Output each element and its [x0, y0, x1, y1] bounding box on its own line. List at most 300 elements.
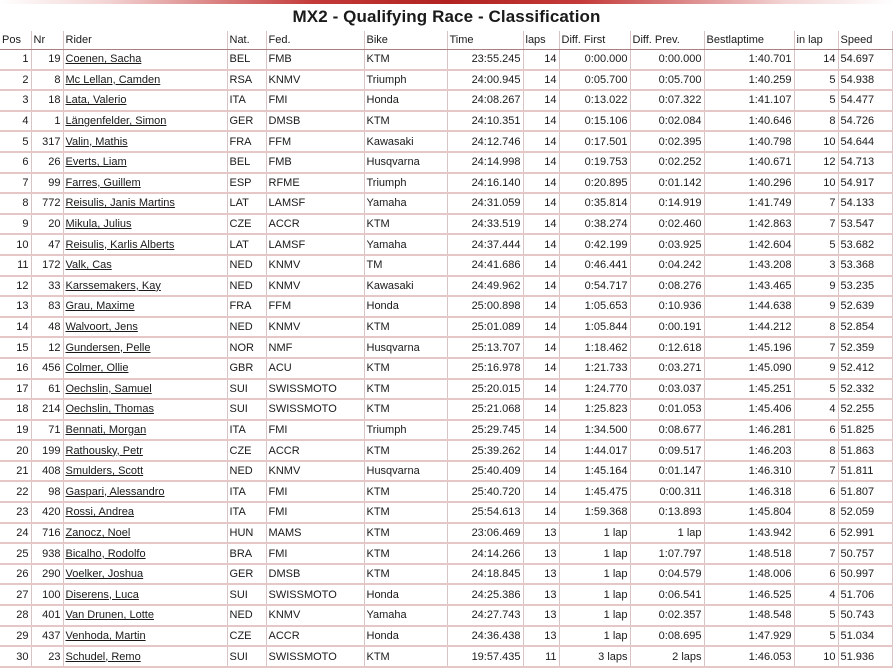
- cell-diff-prev: 0:03.925: [630, 234, 704, 255]
- cell-rider: [63, 50, 227, 70]
- cell-nr: 83: [31, 296, 63, 317]
- cell-laps: 13: [523, 605, 559, 626]
- cell-diff-prev: 0:04.579: [630, 564, 704, 585]
- cell-nr: 1: [31, 111, 63, 132]
- cell-nat: SUI: [227, 646, 266, 667]
- cell-diff-prev: 0:01.053: [630, 399, 704, 420]
- cell-nr: 20: [31, 214, 63, 235]
- cell-in-lap: 10: [794, 646, 838, 667]
- cell-best-lap: 1:45.406: [704, 399, 794, 420]
- cell-time: 25:40.720: [447, 481, 523, 502]
- cell-bike: Honda: [364, 296, 447, 317]
- cell-diff-first: 0:35.814: [559, 193, 630, 214]
- cell-in-lap: 12: [794, 152, 838, 173]
- cell-diff-prev: 0:00.191: [630, 317, 704, 338]
- rider-link[interactable]: Oechslin, Samuel: [65, 382, 152, 395]
- col-header-bike[interactable]: Bike: [364, 31, 447, 50]
- col-header-nr[interactable]: Nr: [31, 31, 63, 50]
- cell-bike: KTM: [364, 358, 447, 379]
- cell-in-lap: 5: [794, 90, 838, 111]
- cell-bike: Triumph: [364, 420, 447, 441]
- classification-table: [0, 31, 893, 668]
- cell-bike: KTM: [364, 440, 447, 461]
- cell-nr: 12: [31, 337, 63, 358]
- cell-diff-prev: 0:02.084: [630, 111, 704, 132]
- table-row: [0, 461, 892, 482]
- cell-best-lap: 1:43.208: [704, 255, 794, 276]
- cell-nr: 8: [31, 70, 63, 91]
- cell-diff-first: 1:21.733: [559, 358, 630, 379]
- cell-time: 24:33.519: [447, 214, 523, 235]
- cell-bike: Kawasaki: [364, 131, 447, 152]
- cell-pos: 25: [0, 543, 31, 564]
- cell-best-lap: 1:40.671: [704, 152, 794, 173]
- cell-bike: KTM: [364, 379, 447, 400]
- cell-diff-first: 1 lap: [559, 523, 630, 544]
- rider-link[interactable]: Colmer, Ollie: [65, 362, 129, 375]
- cell-nr: 420: [31, 502, 63, 523]
- cell-in-lap: 8: [794, 111, 838, 132]
- cell-pos: 17: [0, 379, 31, 400]
- cell-laps: 14: [523, 379, 559, 400]
- cell-pos: 7: [0, 173, 31, 194]
- col-header-diff-prev[interactable]: Diff. Prev.: [630, 31, 704, 50]
- cell-diff-prev: 0:02.395: [630, 131, 704, 152]
- col-header-nat[interactable]: Nat.: [227, 31, 266, 50]
- cell-speed: 52.639: [838, 296, 892, 317]
- cell-diff-first: 0:19.753: [559, 152, 630, 173]
- col-header-fed[interactable]: Fed.: [266, 31, 364, 50]
- rider-link[interactable]: Bicalho, Rodolfo: [65, 547, 146, 560]
- cell-nat: BEL: [227, 50, 266, 70]
- cell-in-lap: 5: [794, 234, 838, 255]
- cell-bike: KTM: [364, 543, 447, 564]
- cell-nat: LAT: [227, 193, 266, 214]
- cell-laps: 14: [523, 90, 559, 111]
- rider-link[interactable]: Coenen, Sacha: [65, 53, 142, 66]
- cell-nat: FRA: [227, 131, 266, 152]
- cell-diff-prev: 0:09.517: [630, 440, 704, 461]
- rider-link[interactable]: Everts, Liam: [65, 156, 127, 169]
- cell-diff-first: 1:25.823: [559, 399, 630, 420]
- cell-time: 24:27.743: [447, 605, 523, 626]
- cell-speed: 52.059: [838, 502, 892, 523]
- cell-time: 25:01.089: [447, 317, 523, 338]
- cell-fed: SWISSMOTO: [266, 584, 364, 605]
- cell-laps: 14: [523, 399, 559, 420]
- table-row: [0, 523, 892, 544]
- cell-in-lap: 7: [794, 543, 838, 564]
- cell-laps: 14: [523, 276, 559, 297]
- table-row: [0, 420, 892, 441]
- cell-rider: [63, 131, 227, 152]
- cell-diff-prev: 0:08.695: [630, 626, 704, 647]
- cell-diff-prev: 0:01.142: [630, 173, 704, 194]
- cell-fed: ACCR: [266, 626, 364, 647]
- cell-time: 23:06.469: [447, 523, 523, 544]
- table-row: [0, 152, 892, 173]
- cell-nat: CZE: [227, 214, 266, 235]
- cell-speed: 53.368: [838, 255, 892, 276]
- cell-nr: 456: [31, 358, 63, 379]
- cell-speed: 52.359: [838, 337, 892, 358]
- table-header-row: [0, 31, 892, 50]
- cell-pos: 6: [0, 152, 31, 173]
- cell-nr: 23: [31, 646, 63, 667]
- cell-pos: 19: [0, 420, 31, 441]
- cell-pos: 11: [0, 255, 31, 276]
- cell-best-lap: 1:45.090: [704, 358, 794, 379]
- cell-speed: 54.726: [838, 111, 892, 132]
- cell-fed: FMB: [266, 50, 364, 70]
- cell-speed: 51.807: [838, 481, 892, 502]
- cell-fed: DMSB: [266, 564, 364, 585]
- table-row: [0, 399, 892, 420]
- cell-rider: [63, 646, 227, 667]
- cell-nr: 317: [31, 131, 63, 152]
- cell-diff-prev: 0:13.893: [630, 502, 704, 523]
- cell-speed: 50.997: [838, 564, 892, 585]
- cell-nr: 716: [31, 523, 63, 544]
- cell-best-lap: 1:40.259: [704, 70, 794, 91]
- cell-pos: 1: [0, 50, 31, 70]
- rider-link[interactable]: Gaspari, Alessandro: [65, 485, 165, 498]
- results-body: [0, 50, 892, 667]
- cell-diff-prev: 0:01.147: [630, 461, 704, 482]
- cell-nr: 772: [31, 193, 63, 214]
- cell-diff-prev: 0:05.700: [630, 70, 704, 91]
- cell-time: 24:14.998: [447, 152, 523, 173]
- cell-bike: Honda: [364, 584, 447, 605]
- cell-nr: 19: [31, 50, 63, 70]
- cell-nat: BEL: [227, 152, 266, 173]
- rider-link[interactable]: Lata, Valerio: [65, 94, 127, 107]
- cell-nat: RSA: [227, 70, 266, 91]
- cell-laps: 14: [523, 70, 559, 91]
- table-row: [0, 255, 892, 276]
- cell-bike: KTM: [364, 502, 447, 523]
- cell-pos: 10: [0, 234, 31, 255]
- rider-link[interactable]: Zanocz, Noel: [65, 526, 131, 539]
- cell-best-lap: 1:41.749: [704, 193, 794, 214]
- cell-fed: KNMV: [266, 70, 364, 91]
- cell-best-lap: 1:42.863: [704, 214, 794, 235]
- rider-link[interactable]: Rossi, Andrea: [65, 506, 134, 519]
- rider-link[interactable]: Smulders, Scott: [65, 465, 144, 478]
- cell-fed: KNMV: [266, 317, 364, 338]
- table-row: [0, 502, 892, 523]
- cell-rider: [63, 193, 227, 214]
- cell-diff-first: 3 laps: [559, 646, 630, 667]
- cell-in-lap: 6: [794, 481, 838, 502]
- rider-link[interactable]: Diserens, Luca: [65, 588, 139, 601]
- cell-in-lap: 10: [794, 173, 838, 194]
- rider-link[interactable]: Bennati, Morgan: [65, 423, 147, 436]
- table-row: [0, 296, 892, 317]
- cell-bike: TM: [364, 255, 447, 276]
- cell-diff-first: 1:59.368: [559, 502, 630, 523]
- cell-bike: KTM: [364, 317, 447, 338]
- table-row: [0, 337, 892, 358]
- cell-best-lap: 1:46.281: [704, 420, 794, 441]
- cell-nat: ITA: [227, 502, 266, 523]
- cell-time: 24:10.351: [447, 111, 523, 132]
- cell-diff-first: 1 lap: [559, 626, 630, 647]
- cell-nat: NED: [227, 255, 266, 276]
- table-row: [0, 173, 892, 194]
- rider-link[interactable]: Venhoda, Martin: [65, 629, 146, 642]
- cell-time: 23:55.245: [447, 50, 523, 70]
- cell-bike: Yamaha: [364, 234, 447, 255]
- cell-best-lap: 1:46.525: [704, 584, 794, 605]
- cell-pos: 15: [0, 337, 31, 358]
- cell-diff-prev: 0:00.311: [630, 481, 704, 502]
- cell-in-lap: 7: [794, 214, 838, 235]
- col-header-laps[interactable]: laps: [523, 31, 559, 50]
- cell-diff-prev: 1:07.797: [630, 543, 704, 564]
- cell-pos: 13: [0, 296, 31, 317]
- col-header-speed[interactable]: Speed: [838, 31, 892, 50]
- cell-time: 24:08.267: [447, 90, 523, 111]
- cell-rider: [63, 337, 227, 358]
- cell-diff-prev: 0:02.357: [630, 605, 704, 626]
- cell-best-lap: 1:41.107: [704, 90, 794, 111]
- cell-diff-prev: 0:04.242: [630, 255, 704, 276]
- cell-fed: RFME: [266, 173, 364, 194]
- cell-fed: ACCR: [266, 440, 364, 461]
- cell-diff-first: 1:18.462: [559, 337, 630, 358]
- rider-link[interactable]: Farres, Guillem: [65, 176, 141, 189]
- cell-speed: 54.133: [838, 193, 892, 214]
- cell-rider: [63, 399, 227, 420]
- cell-rider: [63, 358, 227, 379]
- cell-bike: Kawasaki: [364, 276, 447, 297]
- cell-in-lap: 14: [794, 50, 838, 70]
- table-row: [0, 646, 892, 667]
- cell-diff-prev: 1 lap: [630, 523, 704, 544]
- table-row: [0, 50, 892, 70]
- cell-nr: 290: [31, 564, 63, 585]
- cell-fed: ACU: [266, 358, 364, 379]
- rider-link[interactable]: Mc Lellan, Camden: [65, 73, 161, 86]
- rider-link[interactable]: Mikula, Julius: [65, 218, 132, 231]
- rider-link[interactable]: Reisulis, Karlis Alberts: [65, 238, 175, 251]
- cell-diff-prev: 0:10.936: [630, 296, 704, 317]
- cell-diff-prev: 2 laps: [630, 646, 704, 667]
- cell-speed: 50.743: [838, 605, 892, 626]
- cell-in-lap: 10: [794, 131, 838, 152]
- cell-diff-first: 1:34.500: [559, 420, 630, 441]
- cell-bike: KTM: [364, 481, 447, 502]
- cell-diff-prev: 0:02.460: [630, 214, 704, 235]
- cell-bike: KTM: [364, 399, 447, 420]
- col-header-rider[interactable]: Rider: [63, 31, 227, 50]
- cell-rider: [63, 111, 227, 132]
- cell-in-lap: 5: [794, 379, 838, 400]
- table-row: [0, 584, 892, 605]
- cell-pos: 2: [0, 70, 31, 91]
- cell-best-lap: 1:48.518: [704, 543, 794, 564]
- cell-diff-prev: 0:03.037: [630, 379, 704, 400]
- rider-link[interactable]: Schudel, Remo: [65, 650, 141, 663]
- cell-rider: [63, 461, 227, 482]
- cell-fed: KNMV: [266, 605, 364, 626]
- cell-nr: 47: [31, 234, 63, 255]
- table-row: [0, 111, 892, 132]
- cell-bike: KTM: [364, 111, 447, 132]
- cell-speed: 54.713: [838, 152, 892, 173]
- cell-laps: 14: [523, 214, 559, 235]
- cell-pos: 30: [0, 646, 31, 667]
- cell-fed: KNMV: [266, 255, 364, 276]
- table-row: [0, 90, 892, 111]
- cell-best-lap: 1:44.212: [704, 317, 794, 338]
- cell-rider: [63, 152, 227, 173]
- cell-rider: [63, 70, 227, 91]
- rider-link[interactable]: Valk, Cas: [65, 259, 112, 272]
- cell-best-lap: 1:40.798: [704, 131, 794, 152]
- cell-pos: 27: [0, 584, 31, 605]
- cell-diff-prev: 0:03.271: [630, 358, 704, 379]
- cell-time: 24:25.386: [447, 584, 523, 605]
- table-row: [0, 193, 892, 214]
- cell-speed: 51.811: [838, 461, 892, 482]
- cell-laps: 14: [523, 481, 559, 502]
- rider-link[interactable]: Gundersen, Pelle: [65, 341, 151, 354]
- cell-pos: 14: [0, 317, 31, 338]
- cell-bike: KTM: [364, 564, 447, 585]
- rider-link[interactable]: Reisulis, Janis Martins: [65, 197, 175, 210]
- cell-laps: 14: [523, 502, 559, 523]
- cell-fed: KNMV: [266, 276, 364, 297]
- cell-in-lap: 3: [794, 255, 838, 276]
- cell-diff-first: 1 lap: [559, 605, 630, 626]
- cell-nat: NED: [227, 605, 266, 626]
- table-row: [0, 379, 892, 400]
- cell-best-lap: 1:45.196: [704, 337, 794, 358]
- cell-diff-first: 0:46.441: [559, 255, 630, 276]
- table-row: [0, 214, 892, 235]
- cell-in-lap: 6: [794, 523, 838, 544]
- cell-pos: 12: [0, 276, 31, 297]
- col-header-time[interactable]: Time: [447, 31, 523, 50]
- cell-diff-first: 1:24.770: [559, 379, 630, 400]
- cell-best-lap: 1:45.251: [704, 379, 794, 400]
- cell-nat: LAT: [227, 234, 266, 255]
- rider-link[interactable]: Valin, Mathis: [65, 135, 128, 148]
- col-header-diff-first[interactable]: Diff. First: [559, 31, 630, 50]
- cell-laps: 14: [523, 131, 559, 152]
- cell-rider: [63, 543, 227, 564]
- rider-link[interactable]: Walvoort, Jens: [65, 321, 138, 334]
- cell-rider: [63, 379, 227, 400]
- cell-bike: Husqvarna: [364, 337, 447, 358]
- cell-nr: 100: [31, 584, 63, 605]
- cell-diff-prev: 0:06.541: [630, 584, 704, 605]
- cell-rider: [63, 440, 227, 461]
- cell-in-lap: 9: [794, 358, 838, 379]
- cell-rider: [63, 626, 227, 647]
- cell-fed: MAMS: [266, 523, 364, 544]
- cell-laps: 14: [523, 440, 559, 461]
- cell-nr: 172: [31, 255, 63, 276]
- cell-rider: [63, 276, 227, 297]
- table-row: [0, 131, 892, 152]
- cell-time: 24:00.945: [447, 70, 523, 91]
- cell-nat: GBR: [227, 358, 266, 379]
- rider-link[interactable]: Grau, Maxime: [65, 300, 135, 313]
- rider-link[interactable]: Längenfelder, Simon: [65, 115, 167, 128]
- cell-laps: 14: [523, 152, 559, 173]
- cell-nr: 71: [31, 420, 63, 441]
- rider-link[interactable]: Karssemakers, Kay: [65, 279, 161, 292]
- cell-time: 24:18.845: [447, 564, 523, 585]
- cell-diff-first: 1:45.164: [559, 461, 630, 482]
- cell-rider: [63, 173, 227, 194]
- rider-link[interactable]: Voelker, Joshua: [65, 568, 144, 581]
- cell-nr: 99: [31, 173, 63, 194]
- cell-best-lap: 1:46.318: [704, 481, 794, 502]
- col-header-pos[interactable]: Pos: [0, 31, 31, 50]
- cell-in-lap: 9: [794, 276, 838, 297]
- cell-nr: 26: [31, 152, 63, 173]
- cell-time: 25:40.409: [447, 461, 523, 482]
- cell-speed: 51.034: [838, 626, 892, 647]
- table-row: [0, 543, 892, 564]
- rider-link[interactable]: Rathousky, Petr: [65, 444, 143, 457]
- rider-link[interactable]: Oechslin, Thomas: [65, 403, 154, 416]
- cell-speed: 53.235: [838, 276, 892, 297]
- cell-fed: FMI: [266, 502, 364, 523]
- cell-laps: 14: [523, 111, 559, 132]
- cell-nr: 199: [31, 440, 63, 461]
- cell-pos: 28: [0, 605, 31, 626]
- cell-nr: 48: [31, 317, 63, 338]
- cell-nat: GER: [227, 564, 266, 585]
- cell-in-lap: 4: [794, 399, 838, 420]
- cell-laps: 13: [523, 584, 559, 605]
- cell-pos: 20: [0, 440, 31, 461]
- cell-fed: LAMSF: [266, 234, 364, 255]
- cell-diff-first: 0:38.274: [559, 214, 630, 235]
- cell-diff-first: 1 lap: [559, 584, 630, 605]
- table-row: [0, 605, 892, 626]
- cell-fed: FMI: [266, 481, 364, 502]
- col-header-best-lap[interactable]: Bestlaptime: [704, 31, 794, 50]
- table-row: [0, 70, 892, 91]
- cell-pos: 29: [0, 626, 31, 647]
- cell-in-lap: 5: [794, 605, 838, 626]
- rider-link[interactable]: Van Drunen, Lotte: [65, 609, 154, 622]
- cell-laps: 14: [523, 234, 559, 255]
- cell-time: 25:29.745: [447, 420, 523, 441]
- cell-fed: KNMV: [266, 461, 364, 482]
- cell-nat: NED: [227, 276, 266, 297]
- cell-laps: 14: [523, 358, 559, 379]
- cell-rider: [63, 564, 227, 585]
- cell-nat: FRA: [227, 296, 266, 317]
- cell-bike: Triumph: [364, 70, 447, 91]
- cell-nat: GER: [227, 111, 266, 132]
- cell-laps: 14: [523, 317, 559, 338]
- cell-pos: 4: [0, 111, 31, 132]
- cell-diff-prev: 0:12.618: [630, 337, 704, 358]
- cell-fed: ACCR: [266, 214, 364, 235]
- cell-fed: FMI: [266, 90, 364, 111]
- col-header-in-lap[interactable]: in lap: [794, 31, 838, 50]
- cell-laps: 14: [523, 296, 559, 317]
- cell-speed: 52.854: [838, 317, 892, 338]
